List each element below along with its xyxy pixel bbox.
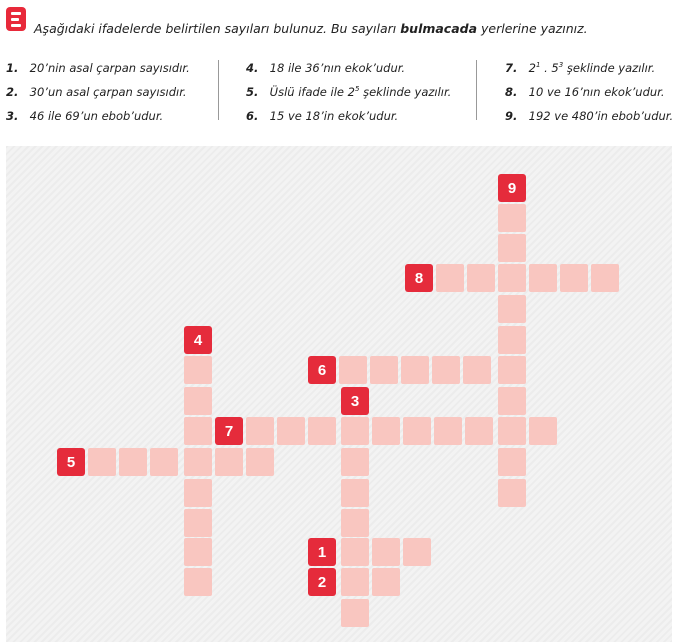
answer-cell[interactable] (498, 356, 526, 384)
answer-cell[interactable] (372, 538, 400, 566)
answer-cell[interactable] (372, 417, 400, 445)
answer-cell[interactable] (150, 448, 178, 476)
answer-cell[interactable] (560, 264, 588, 292)
answer-cell[interactable] (370, 356, 398, 384)
instruction-text: Aşağıdaki ifadelerde belirtilen sayıları bulunuz. Bu sayıları bulmacada yerlerine yazınız. (34, 21, 588, 36)
answer-cell[interactable] (88, 448, 116, 476)
answer-cell[interactable] (498, 479, 526, 507)
answer-cell[interactable] (184, 417, 212, 445)
crossword-board (6, 146, 672, 642)
answer-cell[interactable] (184, 356, 212, 384)
clue-number-4: 4 (184, 326, 212, 354)
clue-1: 1. 20’nin asal çarpan sayısıdır. (6, 61, 190, 75)
answer-cell[interactable] (339, 356, 367, 384)
answer-cell[interactable] (465, 417, 493, 445)
answer-cell[interactable] (403, 417, 431, 445)
answer-cell[interactable] (467, 264, 495, 292)
answer-cell[interactable] (341, 448, 369, 476)
answer-cell[interactable] (184, 448, 212, 476)
answer-cell[interactable] (529, 264, 557, 292)
answer-cell[interactable] (529, 417, 557, 445)
answer-cell[interactable] (246, 417, 274, 445)
clue-2: 2. 30’un asal çarpan sayısıdır. (6, 85, 187, 99)
answer-cell[interactable] (341, 568, 369, 596)
answer-cell[interactable] (498, 326, 526, 354)
answer-cell[interactable] (184, 387, 212, 415)
answer-cell[interactable] (246, 448, 274, 476)
clue-number-1: 1 (308, 538, 336, 566)
answer-cell[interactable] (215, 448, 243, 476)
clue-6: 6. 15 ve 18’in ekok’udur. (246, 109, 399, 123)
clue-number-7: 7 (215, 417, 243, 445)
answer-cell[interactable] (341, 599, 369, 627)
answer-cell[interactable] (184, 509, 212, 537)
clue-5: 5. Üslü ifade ile $2^5$ şeklinde yazılır. (246, 85, 452, 99)
clue-3: 3. 46 ile 69’un ebob’udur. (6, 109, 164, 123)
clue-9: 9. 192 ve 480’in ebob’udur. (505, 109, 674, 123)
section-logo-icon (6, 7, 26, 31)
answer-cell[interactable] (119, 448, 147, 476)
answer-cell[interactable] (341, 417, 369, 445)
clue-number-3: 3 (341, 387, 369, 415)
answer-cell[interactable] (401, 356, 429, 384)
answer-cell[interactable] (341, 479, 369, 507)
answer-cell[interactable] (403, 538, 431, 566)
answer-cell[interactable] (277, 417, 305, 445)
answer-cell[interactable] (432, 356, 460, 384)
clue-7: 7. $2^1$ . $5^3$ şeklinde yazılır. (505, 61, 656, 75)
answer-cell[interactable] (498, 448, 526, 476)
clue-4: 4. 18 ile 36’nın ekok’udur. (246, 61, 406, 75)
answer-cell[interactable] (436, 264, 464, 292)
clue-number-9: 9 (498, 174, 526, 202)
answer-cell[interactable] (372, 568, 400, 596)
answer-cell[interactable] (184, 538, 212, 566)
answer-cell[interactable] (498, 387, 526, 415)
answer-cell[interactable] (498, 234, 526, 262)
answer-cell[interactable] (184, 568, 212, 596)
clue-number-6: 6 (308, 356, 336, 384)
answer-cell[interactable] (498, 204, 526, 232)
answer-cell[interactable] (184, 479, 212, 507)
answer-cell[interactable] (341, 509, 369, 537)
answer-cell[interactable] (463, 356, 491, 384)
column-divider (476, 60, 477, 120)
answer-cell[interactable] (498, 295, 526, 323)
column-divider (218, 60, 219, 120)
clue-number-2: 2 (308, 568, 336, 596)
answer-cell[interactable] (308, 417, 336, 445)
answer-cell[interactable] (498, 264, 526, 292)
clue-number-5: 5 (57, 448, 85, 476)
answer-cell[interactable] (341, 538, 369, 566)
clue-8: 8. 10 ve 16’nın ekok’udur. (505, 85, 665, 99)
answer-cell[interactable] (434, 417, 462, 445)
answer-cell[interactable] (591, 264, 619, 292)
answer-cell[interactable] (498, 417, 526, 445)
clue-number-8: 8 (405, 264, 433, 292)
